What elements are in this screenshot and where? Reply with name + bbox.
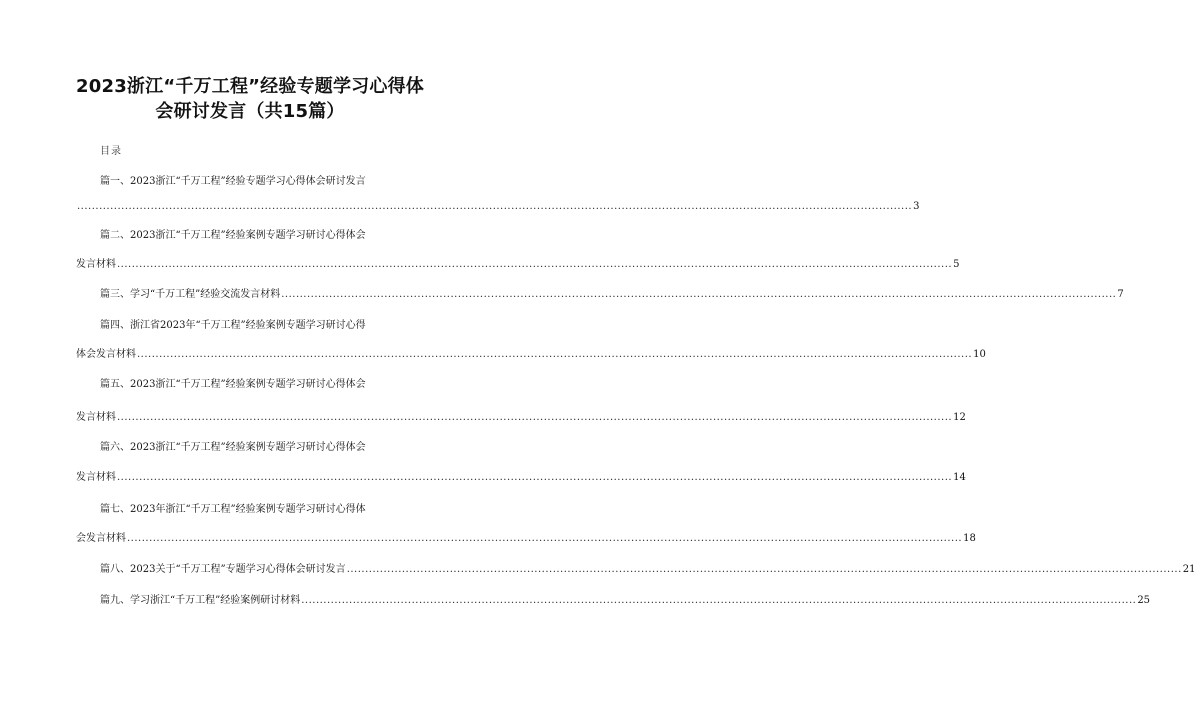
toc-entry-8-page: 21 <box>1182 564 1196 575</box>
document-title-line-2: 会研讨发言（共15篇） <box>155 101 345 122</box>
toc-entry-4-continuation: 体会发言材料 <box>76 349 136 360</box>
toc-entry-1-leader-row[interactable] <box>76 200 920 214</box>
dot-leader: ................................................................................................................................................................................................................................... <box>117 412 953 423</box>
dot-leader: ................................................................................................................................................................................................................................... <box>301 595 1137 606</box>
toc-entry-2-leader-row[interactable] <box>76 258 960 272</box>
toc-entry-5-page: 12 <box>953 412 966 423</box>
toc-entry-6-page: 14 <box>953 472 966 483</box>
toc-entry-7-continuation: 会发言材料 <box>76 533 126 544</box>
dot-leader: ................................................................................................................................................................................................................................... <box>346 564 1182 575</box>
toc-entry-6-text[interactable]: 篇六、2023浙江“千万工程”经验案例专题学习研讨心得体会 <box>100 442 366 453</box>
dot-leader: ................................................................................................................................................................................................................................... <box>127 533 963 544</box>
toc-entry-7-leader-row[interactable] <box>76 532 976 546</box>
toc-entry-3-row[interactable] <box>100 288 1124 302</box>
toc-entry-3-page: 7 <box>1117 289 1124 300</box>
toc-entry-3-text: 篇三、学习“千万工程”经验交流发言材料 <box>100 289 281 300</box>
toc-entry-2-continuation: 发言材料 <box>76 259 116 270</box>
toc-entry-9-row[interactable] <box>100 594 1151 608</box>
toc-entry-8-row[interactable] <box>100 563 1196 577</box>
toc-entry-1-text[interactable]: 篇一、2023浙江“千万工程”经验专题学习心得体会研讨发言 <box>100 176 366 187</box>
toc-entry-7-text[interactable]: 篇七、2023年浙江“千万工程”经验案例专题学习研讨心得体 <box>100 504 366 515</box>
dot-leader: ................................................................................................................................................................................................................................... <box>117 472 953 483</box>
toc-entry-4-page: 10 <box>973 349 986 360</box>
dot-leader: ................................................................................................................................................................................................................................... <box>281 289 1117 300</box>
toc-entry-2-page: 5 <box>953 259 960 270</box>
document-title-line-1: 2023浙江“千万工程”经验专题学习心得体 <box>76 76 424 97</box>
toc-entry-7-page: 18 <box>963 533 976 544</box>
toc-entry-5-continuation: 发言材料 <box>76 412 116 423</box>
toc-entry-6-continuation: 发言材料 <box>76 472 116 483</box>
toc-entry-5-leader-row[interactable] <box>76 411 966 425</box>
toc-entry-2-text[interactable]: 篇二、2023浙江“千万工程”经验案例专题学习研讨心得体会 <box>100 230 366 241</box>
toc-entry-4-text[interactable]: 篇四、浙江省2023年“千万工程”经验案例专题学习研讨心得 <box>100 320 366 331</box>
dot-leader: ................................................................................................................................................................................................................................... <box>77 201 913 212</box>
toc-entry-9-page: 25 <box>1137 595 1151 606</box>
toc-entry-9-text: 篇九、学习浙江“千万工程”经验案例研讨材料 <box>100 595 301 606</box>
toc-entry-5-text[interactable]: 篇五、2023浙江“千万工程”经验案例专题学习研讨心得体会 <box>100 379 366 390</box>
toc-entry-6-leader-row[interactable] <box>76 471 966 485</box>
toc-entry-1-page: 3 <box>913 201 920 212</box>
dot-leader: ................................................................................................................................................................................................................................... <box>137 349 973 360</box>
toc-entry-8-text: 篇八、2023关于“千万工程”专题学习心得体会研讨发言 <box>100 564 346 575</box>
toc-heading: 目录 <box>100 146 122 157</box>
dot-leader: ................................................................................................................................................................................................................................... <box>117 259 953 270</box>
toc-entry-4-leader-row[interactable] <box>76 348 986 362</box>
